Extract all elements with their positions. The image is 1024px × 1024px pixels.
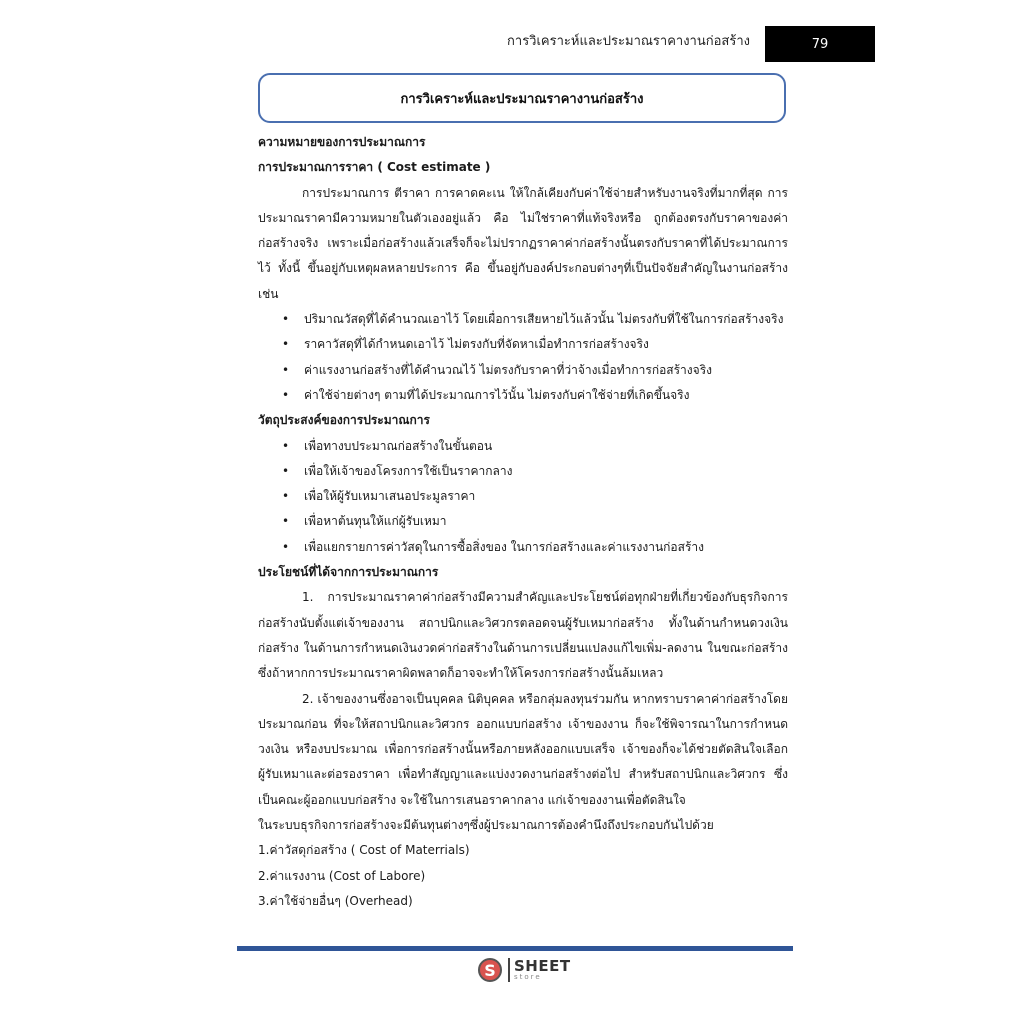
list-item: • ค่าแรงงานก่อสร้างที่ได้คำนวณไว้ ไม่ตรงกับราคาที่ว่าจ้างเมื่อทำการก่อสร้างจริง [282,358,788,383]
heading-objectives: วัตถุประสงค์ของการประมาณการ [258,413,430,428]
page-number-box [765,26,875,62]
page-content [258,130,788,914]
list-item: • เพื่อให้ผู้รับเหมาเสนอประมูลราคา [282,484,788,509]
cost-item: 1.ค่าวัสดุก่อสร้าง ( Cost of Materrials) [258,843,470,858]
cost-item: 2.ค่าแรงงาน (Cost of Labore) [258,868,426,883]
list-item: • เพื่อให้เจ้าของโครงการใช้เป็นราคากลาง [282,459,788,484]
logo-name: SHEET [514,957,571,975]
list-item: • ค่าใช้จ่ายต่างๆ ตามที่ได้ประมาณการไว้นั้น ไม่ตรงกับค่าใช้จ่ายที่เกิดขึ้นจริง [282,383,788,408]
paragraph-business: ในระบบธุรกิจการก่อสร้างจะมีต้นทุนต่างๆซึ่งผู้ประมาณการต้องคำนึงถึงประกอบกันไปด้วย [258,818,714,833]
list-item: • เพื่อแยกรายการค่าวัสดุในการซื้อสิ่งของ ในการก่อสร้างและค่าแรงงานก่อสร้าง [282,535,788,560]
sheet-store-logo [478,955,571,985]
logo-s-icon: S [478,958,502,982]
heading-benefits: ประโยชน์ที่ได้จากการประมาณการ [258,565,439,580]
chapter-title: การวิเคราะห์และประมาณราคางานก่อสร้าง [400,91,644,107]
logo-wordmark [514,959,571,981]
paragraph-benefit-2: 2. เจ้าของงานซึ่งอาจเป็นบุคคล นิติบุคคล หรือกลุ่มลงทุนร่วมกัน หากทราบราคาค่าก่อสร้างโดยประมาณก่อน ที่จะให้สถาปนิกและวิศวกร ออกแบบก่อสร้าง เจ้าของงาน ก็จะใช้พิจารณาในการกำหนดวงเงิน หรืองบประมาณ เพื่อการก่อสร้างนั้นหรือภายหลังออกแบบเสร็จ เจ้าของก็จะได้ช่วยตัดสินใจเลือก ผู้รับเหมาและต่อรองราคา เพื่อทำสัญญาและแบ่งงวดงานก่อสร้างต่อไป สำหรับสถาปนิกและวิศวกร ซึ่งเป็นคณะผู้ออกแบบก่อสร้าง จะใช้ในการเสนอราคากลาง แก่เจ้าของงานเพื่อตัดสินใจ [258,691,788,807]
objectives-list [258,434,788,560]
paragraph-intro: การประมาณการ ตีราคา การคาดคะเน ให้ใกล้เคียงกับค่าใช้จ่ายสำหรับงานจริงที่มากที่สุด การประมาณราคามีความหมายในตัวเองอยู่แล้ว คือ ไม่ใช่ราคาที่แท้จริงหรือ ถูกต้องตรงกับราคาของค่าก่อสร้างจริง เพราะเมื่อก่อสร้างแล้วเสร็จก็จะไม่ปรากฏราคาค่าก่อสร้างนั้นตรงกับราคาที่ได้ประมาณการไว้ ทั้งนี้ ขึ้นอยู่กับเหตุผลหลายประการ คือ ขึ้นอยู่กับองค์ประกอบต่างๆที่เป็นปัจจัยสำคัญในงานก่อสร้าง เช่น [258,185,788,301]
list-item: • ราคาวัสดุที่ได้กำหนดเอาไว้ ไม่ตรงกับที่จัดหาเมื่อทำการก่อสร้างจริง [282,332,788,357]
reasons-list [258,307,788,408]
logo-separator [508,958,510,982]
page-number: 79 [811,36,829,52]
cost-item: 3.ค่าใช้จ่ายอื่นๆ (Overhead) [258,893,413,908]
heading-cost-estimate: การประมาณการราคา ( Cost estimate ) [258,160,491,175]
chapter-title-box [258,73,786,123]
list-item: • ปริมาณวัสดุที่ได้คำนวณเอาไว้ โดยเผื่อการเสียหายไว้แล้วนั้น ไม่ตรงกับที่ใช้ในการก่อสร้างจริง [282,307,788,332]
list-item: • เพื่อทางบประมาณก่อสร้างในขั้นตอน [282,434,788,459]
paragraph-benefit-1: 1. การประมาณราคาค่าก่อสร้างมีความสำคัญและประโยชน์ต่อทุกฝ่ายที่เกี่ยวข้องกับธุรกิจการก่อสร้างนับตั้งแต่เจ้าของงาน สถาปนิกและวิศวกรตลอดจนผู้รับเหมาก่อสร้าง ทั้งในด้านกำหนดวงเงินก่อสร้าง ในด้านการกำหนดเงินงวดค่าก่อสร้างในด้านการเปลี่ยนแปลงแก้ไขเพิ่ม-ลดงาน ในขณะก่อสร้างซึ่งถ้าหากการประมาณราคาผิดพลาดก็อาจจะทำให้โครงการก่อสร้างนั้นล้มเหลว [258,590,788,681]
footer-divider [237,946,793,951]
running-header-title: การวิเคราะห์และประมาณราคางานก่อสร้าง [507,34,750,49]
list-item: • เพื่อหาต้นทุนให้แก่ผู้รับเหมา [282,509,788,534]
logo-sub: store [514,973,542,981]
heading-meaning: ความหมายของการประมาณการ [258,135,426,149]
